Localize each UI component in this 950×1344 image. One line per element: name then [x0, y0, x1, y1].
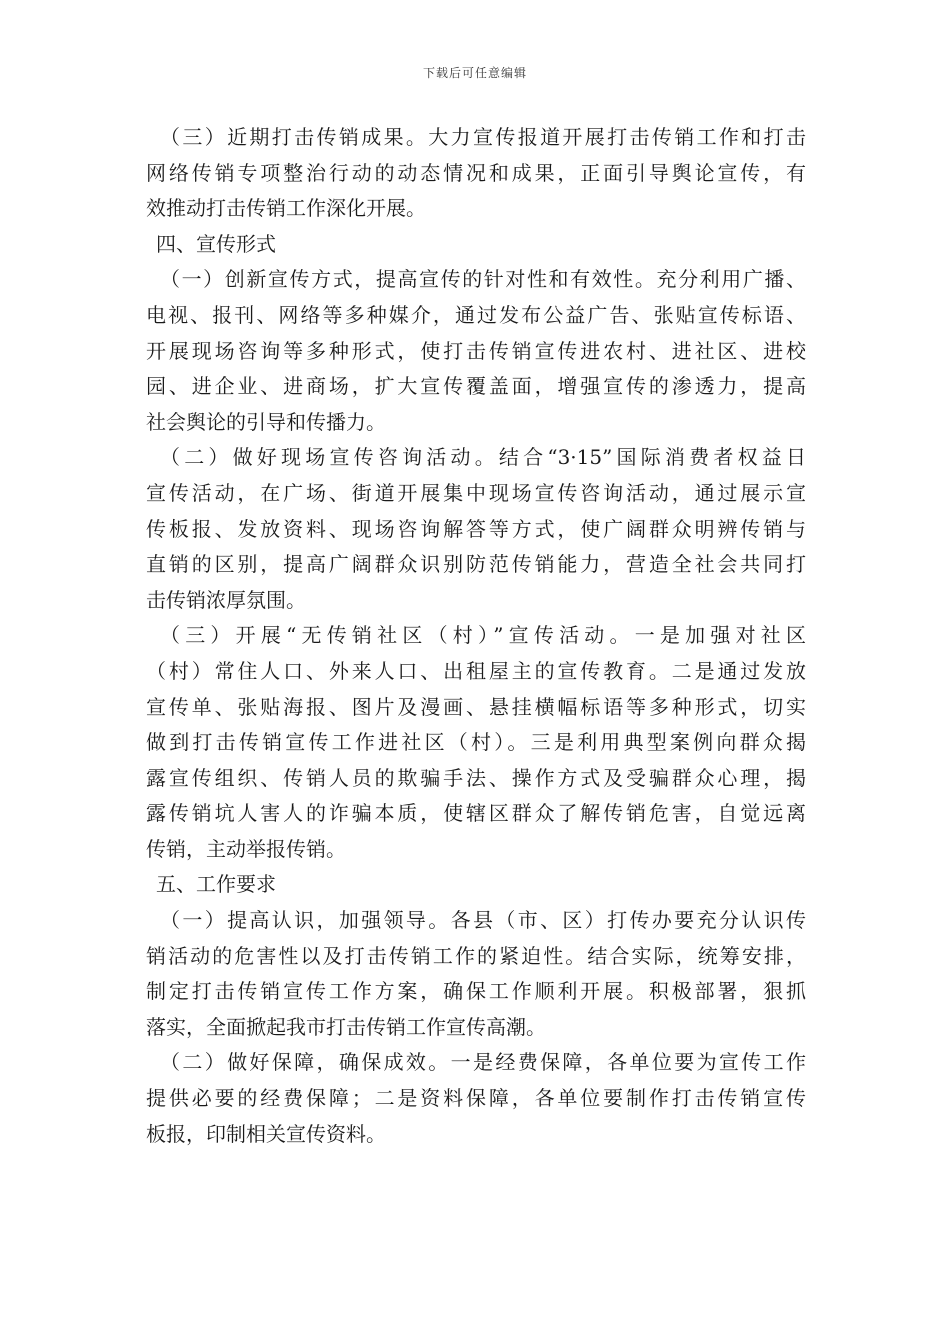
paragraph-line: 园、进企业、进商场，扩大宣传覆盖面，增强宣传的渗透力，提高 — [146, 374, 806, 399]
paragraph-line: 提供必要的经费保障；二是资料保障，各单位要制作打击传销宣传 — [146, 1086, 806, 1111]
paragraph-line: 板报，印制相关宣传资料。 — [146, 1121, 386, 1146]
paragraph-line: 网络传销专项整治行动的动态情况和成果，正面引导舆论宣传，有 — [146, 160, 806, 185]
paragraph-line: 做到打击传销宣传工作进社区（村）。三是利用典型案例向群众揭 — [146, 730, 806, 755]
section-heading: 五、工作要求 — [156, 872, 276, 897]
paragraph-line: 落实，全面掀起我市打击传销工作宣传高潮。 — [146, 1014, 546, 1039]
paragraph-line: 击传销浓厚氛围。 — [146, 587, 306, 612]
paragraph-line: 社会舆论的引导和传播力。 — [146, 409, 386, 434]
paragraph-line: （一）提高认识，加强领导。各县（市、区）打传办要充分认识传 — [160, 908, 806, 933]
paragraph-line: 直销的区别，提高广阔群众识别防范传销能力，营造全社会共同打 — [146, 552, 806, 577]
document-body — [146, 120, 806, 1152]
paragraph-line: （三）近期打击传销成果。大力宣传报道开展打击传销工作和打击 — [160, 125, 806, 149]
paragraph-line: 露宣传组织、传销人员的欺骗手法、操作方式及受骗群众心理，揭 — [146, 765, 806, 790]
paragraph-line: （一）创新宣传方式，提高宣传的针对性和有效性。充分利用广播、 — [160, 267, 806, 292]
paragraph-line: 制定打击传销宣传工作方案，确保工作顺利开展。积极部署，狠抓 — [146, 979, 806, 1004]
paragraph-line: 传板报、发放资料、现场咨询解答等方式，使广阔群众明辨传销与 — [146, 516, 806, 541]
paragraph-line: 宣传活动，在广场、街道开展集中现场宣传咨询活动，通过展示宣 — [146, 480, 806, 505]
paragraph-line: 宣传单、张贴海报、图片及漫画、悬挂横幅标语等多种形式，切实 — [146, 694, 806, 719]
paragraph-line: （三）开展“无传销社区（村）”宣传活动。一是加强对社区 — [160, 623, 806, 648]
paragraph-line: 传销，主动举报传销。 — [146, 836, 346, 861]
section-heading: 四、宣传形式 — [156, 231, 276, 256]
paragraph-line: （二）做好保障，确保成效。一是经费保障，各单位要为宣传工作 — [160, 1050, 806, 1075]
paragraph-line: 效推动打击传销工作深化开展。 — [146, 196, 426, 221]
paragraph-line: 销活动的危害性以及打击传销工作的紧迫性。结合实际，统筹安排， — [146, 943, 806, 968]
paragraph-line: （村）常住人口、外来人口、出租屋主的宣传教育。二是通过发放 — [146, 658, 806, 683]
paragraph-line: 开展现场咨询等多种形式，使打击传销宣传进农村、进社区、进校 — [146, 338, 806, 363]
paragraph-line: 露传销坑人害人的诈骗本质，使辖区群众了解传销危害，自觉远离 — [146, 801, 806, 826]
download-note: 下载后可任意编辑 — [422, 66, 527, 80]
paragraph-line: 电视、报刊、网络等多种媒介，通过发布公益广告、张贴宣传标语、 — [146, 302, 806, 327]
paragraph-line: （二）做好现场宣传咨询活动。结合“3·15”国际消费者权益日 — [160, 445, 806, 470]
